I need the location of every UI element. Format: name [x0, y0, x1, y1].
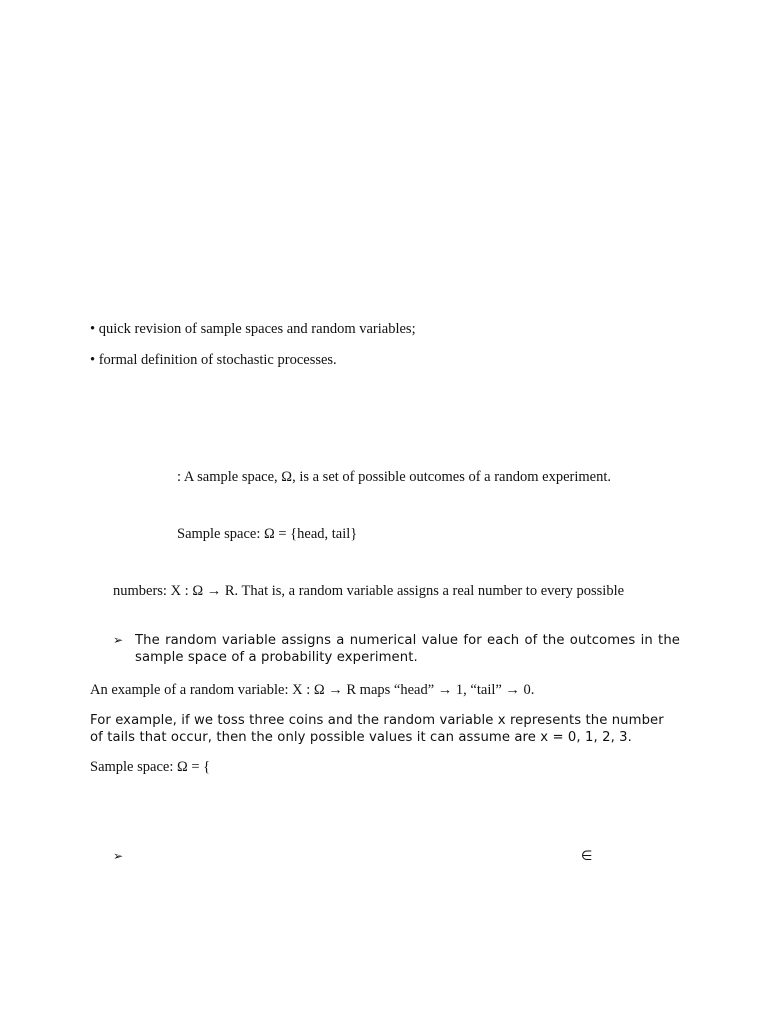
arrow-bullet-icon: ➢: [113, 849, 124, 863]
bullet-sample-spaces: • quick revision of sample spaces and random variables;: [90, 321, 416, 337]
random-variable-example: An example of a random variable: X : Ω → R maps “head” → 1, “tail” → 0.: [90, 682, 535, 698]
random-variable-definition: numbers: X : Ω → R. That is, a random variable assigns a real number to every possible: [113, 583, 625, 599]
sample-space-definition: : A sample space, Ω, is a set of possible outcomes of a random experiment.: [177, 469, 611, 485]
bullet-stochastic-processes: • formal definition of stochastic processes.: [90, 352, 337, 368]
coin-sample-space: Sample space: Ω = {head, tail}: [177, 526, 358, 542]
three-coins-example: For example, if we toss three coins and the random variable x represents the number of tails that occur, then the only possible values it can assume are x = 0, 1, 2, 3.: [90, 713, 664, 745]
element-of-symbol: ∈: [581, 849, 593, 864]
sample-space-open: Sample space: Ω = {: [90, 759, 211, 775]
random-variable-note: The random variable assigns a numerical value for each of the outcomes in the sample space of a probability experiment.: [135, 633, 680, 665]
arrow-bullet-icon: ➢: [113, 633, 124, 647]
